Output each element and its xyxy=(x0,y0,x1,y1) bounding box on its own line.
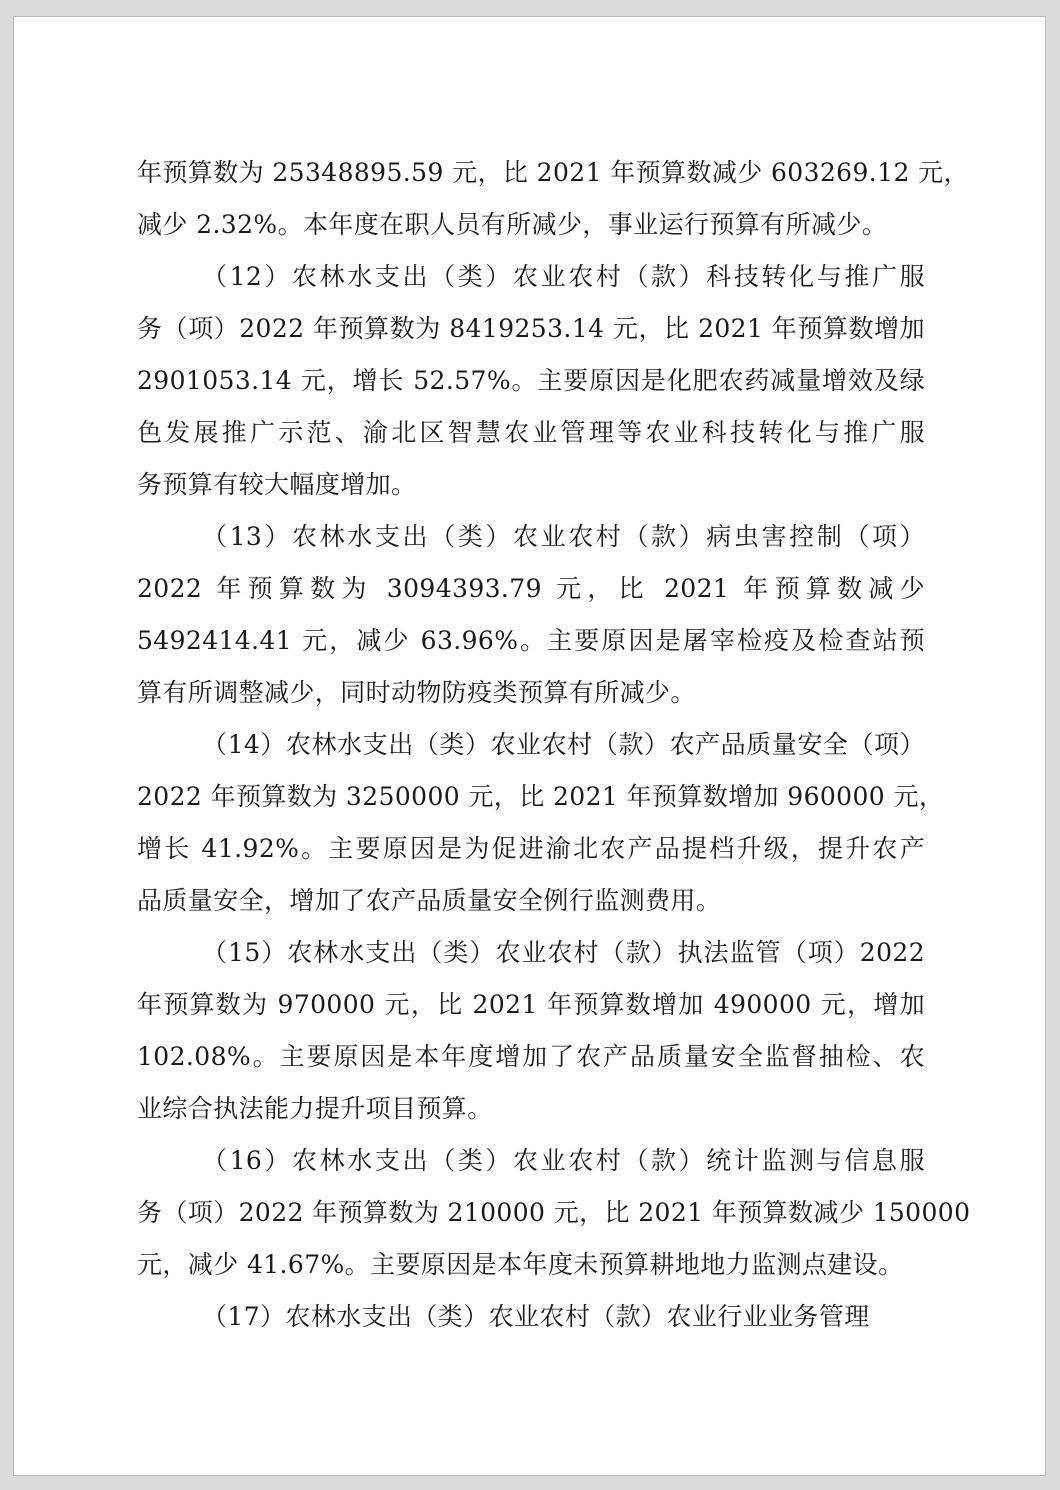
paragraph-line: 年预算数为 970000 元，比 2021 年预算数增加 490000 元，增加 xyxy=(137,990,925,1019)
paragraph-line: 业综合执法能力提升项目预算。 xyxy=(137,1094,493,1123)
paragraph-line: 5492414.41 元，减少 63.96%。主要原因是屠宰检疫及检查站预 xyxy=(137,626,925,655)
paragraph-16 xyxy=(137,1135,971,1291)
paragraph-line: （13）农林水支出（类）农业农村（款）病虫害控制（项） xyxy=(202,522,925,551)
paragraph-line: 品质量安全，增加了农产品质量安全例行监测费用。 xyxy=(137,886,722,915)
paragraph-14 xyxy=(137,719,945,927)
paragraph-15 xyxy=(137,927,925,1135)
paragraph-line: 务预算有较大幅度增加。 xyxy=(137,470,417,499)
paragraph-continued xyxy=(137,147,969,251)
paragraph-line: 算有所调整减少，同时动物防疫类预算有所减少。 xyxy=(137,678,696,707)
paragraph-line: 减少 2.32%。本年度在职人员有所减少，事业运行预算有所减少。 xyxy=(137,210,888,239)
paragraph-line: 2022 年预算数为 3250000 元，比 2021 年预算数增加 960000 元， xyxy=(137,782,945,811)
paragraph-line: 色发展推广示范、渝北区智慧农业管理等农业科技转化与推广服 xyxy=(137,418,925,447)
paragraph-line: 年预算数为 25348895.59 元，比 2021 年预算数减少 603269.12 元， xyxy=(137,158,969,187)
paragraph-line: 2022 年预算数为 3094393.79 元，比 2021 年预算数减少 xyxy=(137,574,925,603)
paragraph-line: 102.08%。主要原因是本年度增加了农产品质量安全监督抽检、农 xyxy=(137,1042,925,1071)
paragraph-line: 2901053.14 元，增长 52.57%。主要原因是化肥农药减量增效及绿 xyxy=(137,366,925,395)
paragraph-line: （14）农林水支出（类）农业农村（款）农产品质量安全（项） xyxy=(202,730,925,759)
document-body xyxy=(137,147,971,1343)
paragraph-line: 元，减少 41.67%。主要原因是本年度未预算耕地地力监测点建设。 xyxy=(137,1250,904,1279)
paragraph-13 xyxy=(137,511,925,719)
paragraph-line: （15）农林水支出（类）农业农村（款）执法监管（项）2022 xyxy=(202,938,925,967)
paragraph-line: 增长 41.92%。主要原因是为促进渝北农产品提档升级，提升农产 xyxy=(137,834,925,863)
paragraph-17 xyxy=(137,1291,925,1343)
paragraph-line: （16）农林水支出（类）农业农村（款）统计监测与信息服 xyxy=(202,1146,925,1175)
paragraph-line: （12）农林水支出（类）农业农村（款）科技转化与推广服 xyxy=(202,262,925,291)
paragraph-line: 务（项）2022 年预算数为 8419253.14 元，比 2021 年预算数增加 xyxy=(137,314,925,343)
paragraph-line: （17）农林水支出（类）农业农村（款）农业行业业务管理 xyxy=(202,1302,870,1331)
paragraph-12 xyxy=(137,251,925,511)
paragraph-line: 务（项）2022 年预算数为 210000 元，比 2021 年预算数减少 150000 xyxy=(137,1198,971,1227)
